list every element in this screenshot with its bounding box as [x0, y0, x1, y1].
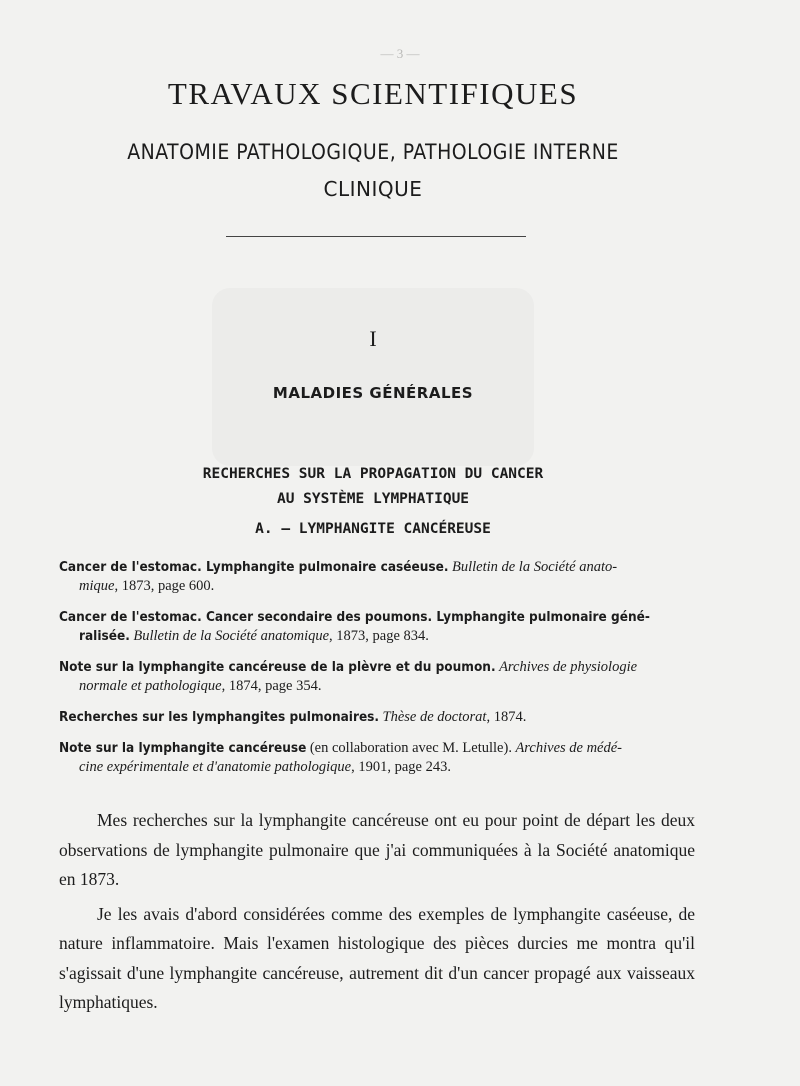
- subtitle-line-1: ANATOMIE PATHOLOGIQUE, PATHOLOGIE INTERNE: [127, 140, 619, 164]
- reference-journal: Bulletin de la Société anatomique: [133, 628, 330, 644]
- body-paragraph: Mes recherches sur la lymphangite cancéreuse ont eu pour point de départ les deux observations de lymphangite pulmonaire que j'ai communiquées à la Société anatomique en 1873.: [59, 810, 695, 889]
- reference-pub: , 1874.: [486, 709, 527, 725]
- reference-collaboration: (en collaboration avec M. Letulle).: [309, 740, 512, 756]
- reference-item: [59, 608, 694, 646]
- section-title: MALADIES GÉNÉRALES: [272, 384, 474, 402]
- reference-list: [59, 558, 694, 789]
- reference-journal: Archives de physiologie: [499, 659, 638, 675]
- reference-title: Cancer de l'estomac. Cancer secondaire des poumons. Lymphangite pulmonaire géné-: [59, 609, 650, 625]
- reference-item: [59, 708, 694, 727]
- main-title: TRAVAUX SCIENTIFIQUES: [167, 76, 579, 111]
- reference-continuation: [59, 758, 694, 777]
- title-divider: [226, 236, 526, 237]
- subsection-title: A. — LYMPHANGITE CANCÉREUSE: [255, 521, 491, 537]
- reference-item: [59, 658, 694, 696]
- reference-title-cont: ralisée.: [79, 628, 130, 644]
- body-text: [59, 806, 695, 1018]
- subtitle-line-2: CLINIQUE: [323, 177, 423, 201]
- research-heading-line-2: AU SYSTÈME LYMPHATIQUE: [276, 491, 470, 507]
- reference-title: Note sur la lymphangite cancéreuse de la plèvre et du poumon.: [59, 659, 496, 675]
- reference-pub: , 1873, page 600.: [114, 578, 215, 594]
- reference-journal-cont: cine expérimentale et d'anatomie pathologique: [79, 759, 352, 775]
- body-paragraph: Je les avais d'abord considérées comme des exemples de lymphangite caséeuse, de nature inflammatoire. Mais l'examen histologique des pièces durcies me montra qu'il s'agissait d'une lymphangite cancéreuse, autrement dit d'un cancer propagé aux vaisseaux lymphatiques.: [59, 903, 695, 1012]
- reference-journal-cont: normale et pathologique: [79, 678, 222, 694]
- reference-item: [59, 558, 694, 596]
- reference-title: Note sur la lymphangite cancéreuse: [59, 740, 307, 756]
- reference-title: Cancer de l'estomac. Lymphangite pulmonaire caséeuse.: [59, 559, 449, 575]
- reference-item: [59, 739, 694, 777]
- section-number: I: [369, 326, 377, 351]
- bleed-through-shadow: [212, 288, 534, 466]
- page-number: — 3 —: [380, 46, 420, 61]
- reference-journal: Archives de médé-: [515, 740, 623, 756]
- reference-continuation: [59, 677, 694, 696]
- reference-continuation: [59, 627, 694, 646]
- research-heading-line-1: RECHERCHES SUR LA PROPAGATION DU CANCER: [202, 466, 544, 482]
- reference-journal-cont: mique: [79, 578, 115, 594]
- reference-title: Recherches sur les lymphangites pulmonaires.: [59, 709, 380, 725]
- reference-pub: , 1901, page 243.: [351, 759, 451, 775]
- reference-pub: , 1874, page 354.: [221, 678, 322, 694]
- reference-journal: Thèse de doctorat: [382, 709, 487, 725]
- reference-continuation: [59, 577, 694, 596]
- reference-journal: Bulletin de la Société anato-: [451, 559, 618, 575]
- reference-pub: , 1873, page 834.: [329, 628, 429, 644]
- research-heading: [0, 462, 746, 512]
